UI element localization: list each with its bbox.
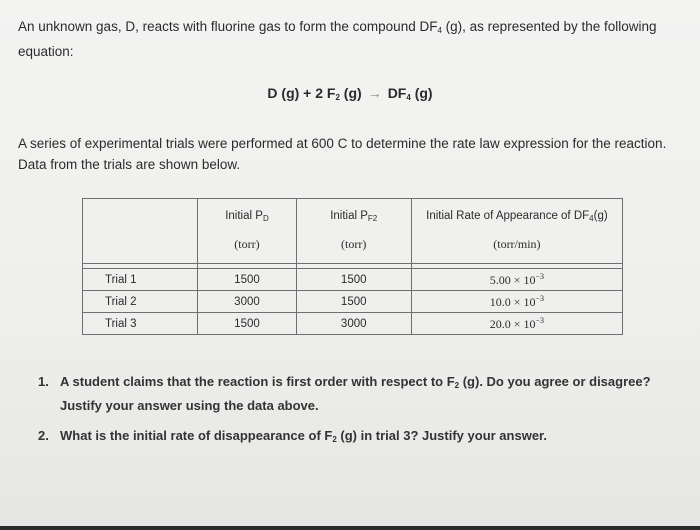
- table-row: [83, 313, 623, 335]
- table-row: [83, 291, 623, 313]
- reaction-arrow-icon: →: [367, 85, 382, 101]
- trial-label: Trial 2: [83, 291, 198, 313]
- rate-value: $10.0 \times 10^{-3}$: [411, 291, 622, 313]
- reaction-equation: D (g) + 2 $F_2$ $(g) \to DF_4$ (g): [267, 85, 433, 102]
- table-row: [83, 269, 623, 291]
- pf2-value: 1500: [296, 291, 411, 313]
- experiment-description: A series of experimental trials were performed at 600 C to determine the rate law expression for the reaction. Data from the trials are shown below.: [18, 136, 667, 172]
- intro-text: An unknown gas, D, reacts with fluorine gas to form the compound $DF_4$ (g), as represented by the following equation:: [18, 19, 657, 59]
- question-1: 1. A student claims that the reaction is first order with respect to $F_2$ (g). Do you agree or disagree? Justify your answer using the data above.: [38, 374, 651, 413]
- question-2: 2. What is the initial rate of disappearance of $F_2$ (g) in trial 3? Justify your answer.: [38, 428, 547, 444]
- pf2-value: 3000: [296, 313, 411, 335]
- rate-value: $20.0 \times 10^{-3}$: [411, 313, 622, 335]
- pd-value: 1500: [198, 269, 296, 291]
- table-header-row: [83, 199, 623, 264]
- bottom-edge-bar: [0, 526, 700, 530]
- rate-value: $5.00 \times 10^{-3}$: [411, 269, 622, 291]
- pd-value: 3000: [198, 291, 296, 313]
- header-initial-pf2: Initial $P_{F2}$ (torr): [296, 199, 411, 264]
- trial-label: Trial 1: [83, 269, 198, 291]
- pf2-value: 1500: [296, 269, 411, 291]
- header-initial-rate: Initial Rate of Appearance of $DF_4(g)$ (torr/min): [411, 199, 622, 264]
- header-initial-pd: Initial $P_D$ (torr): [198, 199, 296, 264]
- trial-label: Trial 3: [83, 313, 198, 335]
- data-table: [82, 198, 623, 335]
- pd-value: 1500: [198, 313, 296, 335]
- header-blank-cell: [83, 199, 198, 264]
